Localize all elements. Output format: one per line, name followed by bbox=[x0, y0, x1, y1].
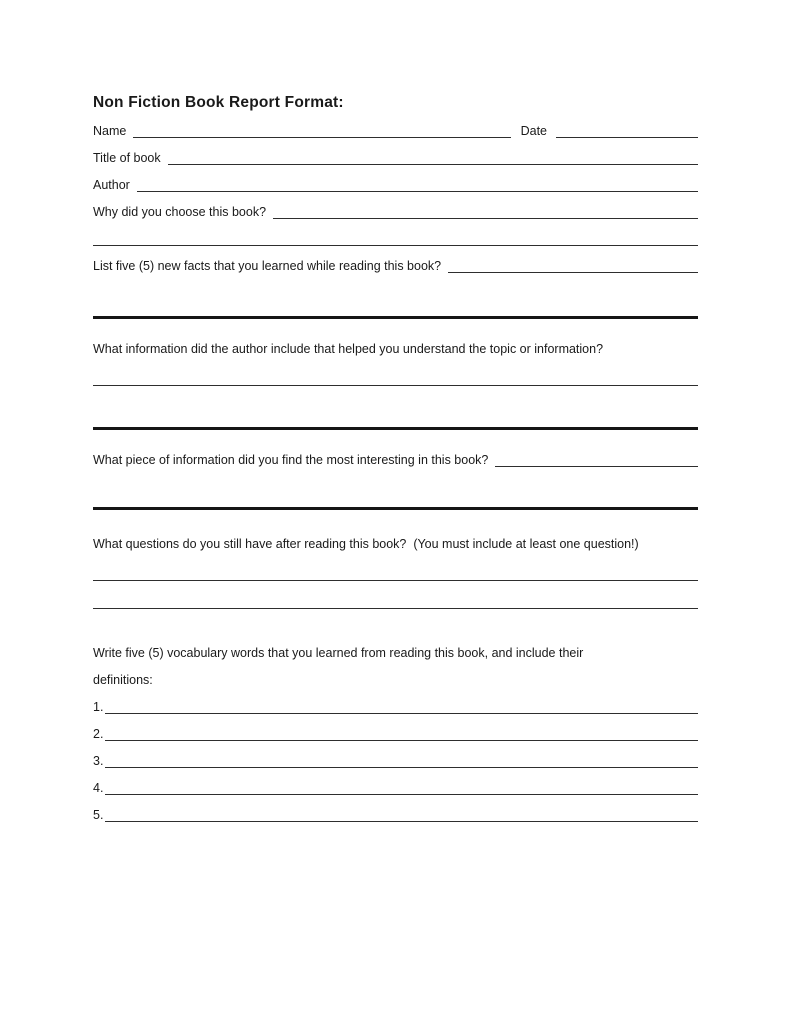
still-have-question-label: What questions do you still have after reading this book? (You must include at least one question!) bbox=[93, 537, 639, 551]
vocab-number-5: 5. bbox=[93, 808, 104, 822]
vocab-prompt-row-1 bbox=[93, 634, 698, 661]
choose-answer-blank-line-2 bbox=[93, 245, 698, 246]
page-title: Non Fiction Book Report Format: bbox=[93, 94, 344, 111]
vocab-number-2: 2. bbox=[93, 727, 104, 741]
vocab-prompt-label-1: Write five (5) vocabulary words that you learned from reading this book, and include their bbox=[93, 646, 584, 660]
book-title-blank-line bbox=[168, 164, 698, 165]
author-label: Author bbox=[93, 178, 130, 192]
name-label: Name bbox=[93, 124, 127, 138]
vocab-row-3 bbox=[93, 742, 698, 769]
info-question-row bbox=[93, 330, 698, 357]
vocab-row-5 bbox=[93, 796, 698, 823]
book-title-label: Title of book bbox=[93, 151, 161, 165]
interesting-answer-blank-line bbox=[495, 466, 698, 467]
choose-question-label: Why did you choose this book? bbox=[93, 205, 267, 219]
vocab-number-1: 1. bbox=[93, 700, 104, 714]
date-blank-line bbox=[556, 137, 698, 138]
choose-question-row bbox=[93, 193, 698, 220]
date-label: Date bbox=[520, 124, 547, 138]
vocab-blank-line-2 bbox=[105, 740, 698, 741]
still-have-answer-blank-line-2 bbox=[93, 581, 698, 609]
still-have-question-row bbox=[93, 525, 698, 552]
vocab-blank-line-1 bbox=[105, 713, 698, 714]
vocab-prompt-row-2 bbox=[93, 661, 698, 688]
name-date-row bbox=[93, 112, 698, 139]
vocab-row-4 bbox=[93, 769, 698, 796]
interesting-question-row bbox=[93, 441, 698, 468]
section-divider-3 bbox=[93, 507, 698, 510]
facts-answer-blank-line bbox=[448, 272, 698, 273]
section-divider-2 bbox=[93, 427, 698, 430]
interesting-question-label: What piece of information did you find the most interesting in this book? bbox=[93, 453, 489, 467]
author-blank-line bbox=[137, 191, 698, 192]
vocab-row-2 bbox=[93, 715, 698, 742]
vocab-blank-line-4 bbox=[105, 794, 698, 795]
vocab-row-1 bbox=[93, 688, 698, 715]
vocab-prompt-label-2: definitions: bbox=[93, 673, 153, 687]
vocab-number-4: 4. bbox=[93, 781, 104, 795]
info-question-label: What information did the author include that helped you understand the topic or information? bbox=[93, 342, 604, 356]
info-answer-blank-line bbox=[93, 357, 698, 386]
choose-answer-blank-line bbox=[273, 218, 698, 219]
choose-answer-continuation-row bbox=[93, 220, 698, 247]
book-title-row bbox=[93, 139, 698, 166]
author-row bbox=[93, 166, 698, 193]
section-divider-1 bbox=[93, 316, 698, 319]
still-have-answer-blank-line-1 bbox=[93, 552, 698, 581]
vocab-blank-line-3 bbox=[105, 767, 698, 768]
vocab-blank-line-5 bbox=[105, 821, 698, 822]
name-blank-line bbox=[133, 137, 510, 138]
facts-question-label: List five (5) new facts that you learned while reading this book? bbox=[93, 259, 442, 273]
facts-question-row bbox=[93, 247, 698, 274]
vocab-number-3: 3. bbox=[93, 754, 104, 768]
